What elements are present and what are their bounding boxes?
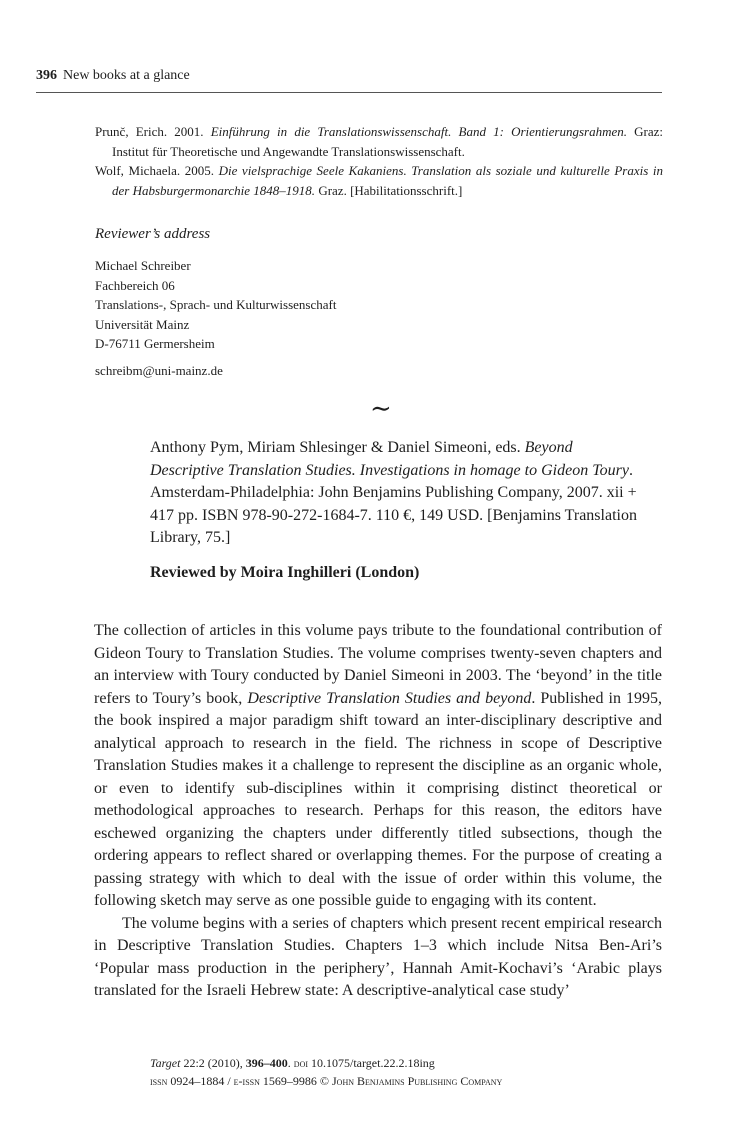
reference-list [95,122,663,200]
page-footer [150,1054,502,1090]
body-text: The collection of articles in this volume pays tribute to the foundational contribution of Gideon Toury to Translation Studies. The volume comprises twenty-seven chapters and an interview with Toury conducted by Daniel Simeoni in 2003. The ‘beyond’ in the title refers to Toury’s book, [94,622,662,707]
reference-item [95,122,663,161]
reference-author: Prunč, Erich. 2001. [95,124,211,139]
address-line: Universität Mainz [95,316,190,332]
address-line: D-76711 Germersheim [95,336,215,351]
book-citation [150,437,646,550]
journal-name: Target [150,1056,181,1070]
review-body [94,620,662,1003]
reference-title: Einführung in die Translationswissenschaft. Band 1: Orientierungsrahmen. [210,124,627,139]
header-rule [36,92,662,93]
page-number: 396 [36,68,57,83]
address-line: Fachbereich 06 [95,277,175,293]
reviewed-by: Reviewed by Moira Inghilleri (London) [150,564,420,581]
book-title: Beyond Descriptive Translation Studies. Investigations in homage to Gideon Toury [150,439,629,479]
reference-author: Wolf, Michaela. 2005. [95,163,219,178]
address-line: Translations-, Sprach- und Kulturwissenschaft [95,297,337,312]
running-title: New books at a glance [63,68,190,83]
reference-publisher: Graz: Institut für Theoretische und Angewandte Translationswissenschaft. [112,124,664,159]
doi-value: 10.1075/target.22.2.18ing [308,1056,435,1070]
running-header [36,68,662,84]
body-italic-title: Descriptive Translation Studies and beyond [247,689,532,707]
issn-line: issn 0924–1884 / e-issn 1569–9986 © John Benjamins Publishing Company [150,1074,503,1088]
reference-title: Die vielsprachige Seele Kakaniens. Translation als soziale und kulturelle Praxis in der Habsburgermonarchie 1848–1918. [112,163,663,198]
reviewer-email[interactable]: schreibm@uni-mainz.de [95,363,223,378]
reference-publisher: Graz. [Habilitationsschrift.] [315,182,463,198]
section-separator: ∼ [370,394,392,423]
body-text: . Published in 1995, the book inspired a major paradigm shift toward an inter-disciplinary descriptive and analytical approach to research in the field. The richness in scope of Descriptive Translation Studies makes it a challenge to represent the discipline as an organic whole, or even to identify sub-disciplines within it comprising distinct theoretical or methodological approaches to research. Perhaps for this reason, the editors have eschewed organizing the chapters under differently titled subsections, though the ordering appears to reflect shared or overlapping themes. For the purpose of creating a passing strategy with which to deal with the issue of order within this volume, the following sketch may serve as one possible guide to engaging with its content. [94,689,662,909]
footer-citation [150,1054,502,1072]
book-editors: Anthony Pym, Miriam Shlesinger & Daniel Simeoni, eds. [150,439,525,456]
page-range: 396–400 [245,1056,288,1070]
body-paragraph [94,620,662,913]
book-details: . Amsterdam-Philadelphia: John Benjamins Publishing Company, 2007. xii + 417 pp. ISBN 978-90-272-1684-7. 110 €, 149 USD. [Benjamins Translation Library, 75.] [150,461,637,546]
journal-volume: 22:2 (2010), [180,1056,246,1070]
body-paragraph: The volume begins with a series of chapters which present recent empirical research in Descriptive Translation Studies. Chapters 1–3 which include Nitsa Ben-Ari’s ‘Popular mass production in the periphery’, Hannah Amit-Kochavi’s ‘Arabic plays translated for the Israeli Hebrew state: A descriptive-analytical case study’ [94,914,662,999]
doi-label: . doi [287,1056,309,1070]
reference-item [95,161,663,200]
address-line: Michael Schreiber [95,258,191,273]
reviewer-address [95,256,336,354]
reviewer-address-heading: Reviewer’s address [95,226,211,242]
